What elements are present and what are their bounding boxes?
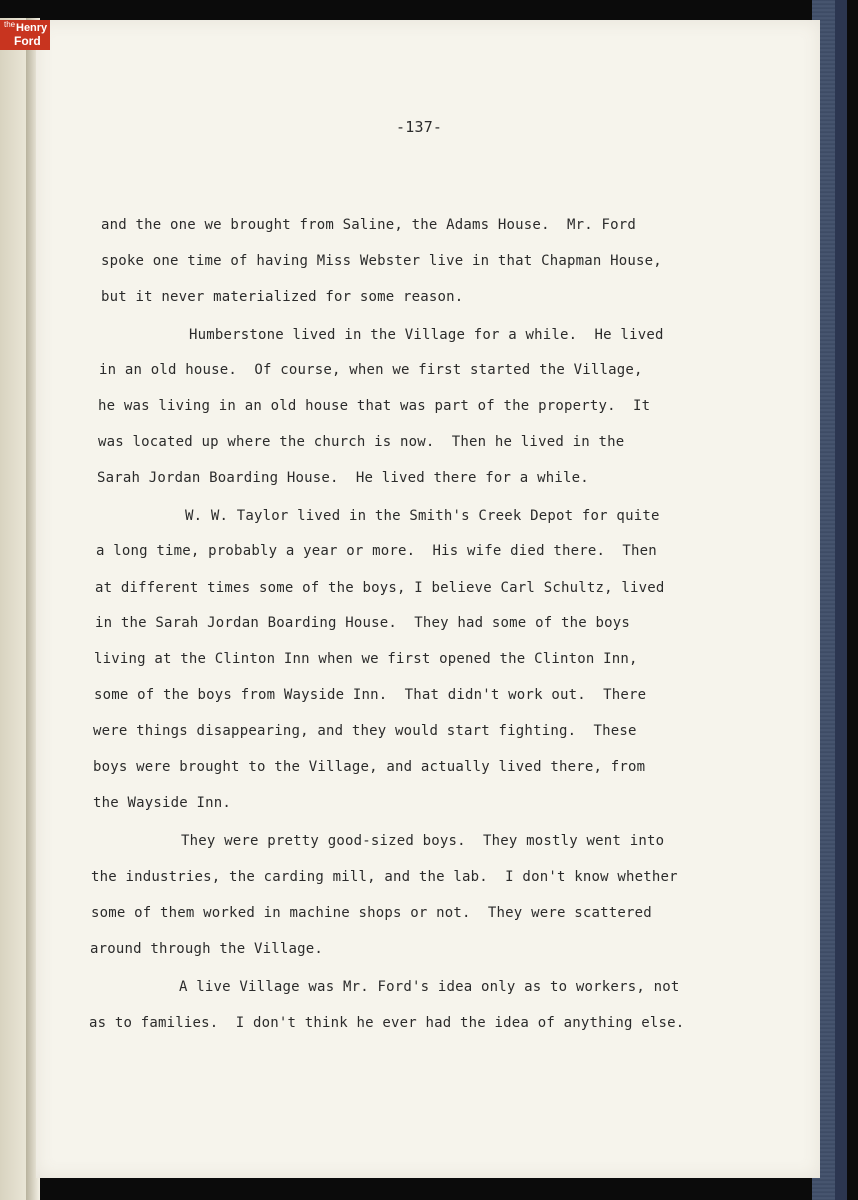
text-line: A live Village was Mr. Ford's idea only as to workers, not bbox=[179, 979, 680, 995]
text-line: some of the boys from Wayside Inn. That didn't work out. There bbox=[94, 687, 647, 703]
text-line: spoke one time of having Miss Webster live in that Chapman House, bbox=[101, 253, 662, 269]
text-line: at different times some of the boys, I believe Carl Schultz, lived bbox=[95, 580, 665, 596]
text-line: were things disappearing, and they would start fighting. These bbox=[93, 723, 637, 739]
text-line: the Wayside Inn. bbox=[93, 795, 232, 811]
text-line: but it never materialized for some reason. bbox=[101, 289, 464, 305]
text-line: the industries, the carding mill, and the lab. I don't know whether bbox=[91, 869, 678, 885]
logo-word-the: the bbox=[4, 20, 16, 29]
text-line: he was living in an old house that was part of the property. It bbox=[98, 398, 651, 414]
text-line: They were pretty good-sized boys. They mostly went into bbox=[181, 833, 665, 849]
logo-word-ford: Ford bbox=[14, 34, 41, 48]
text-line: was located up where the church is now. Then he lived in the bbox=[98, 434, 625, 450]
text-line: a long time, probably a year or more. His wife died there. Then bbox=[96, 543, 657, 559]
henry-ford-logo bbox=[0, 20, 50, 50]
text-line: in an old house. Of course, when we first started the Village, bbox=[99, 362, 643, 378]
text-line: Sarah Jordan Boarding House. He lived there for a while. bbox=[97, 470, 589, 486]
text-line: Humberstone lived in the Village for a while. He lived bbox=[189, 327, 664, 343]
text-line: some of them worked in machine shops or not. They were scattered bbox=[91, 905, 652, 921]
binding-hinge bbox=[835, 0, 847, 1200]
text-line: as to families. I don't think he ever had the idea of anything else. bbox=[89, 1015, 685, 1031]
text-line: boys were brought to the Village, and actually lived there, from bbox=[93, 759, 646, 775]
typed-page bbox=[36, 20, 820, 1178]
text-line: and the one we brought from Saline, the Adams House. Mr. Ford bbox=[101, 217, 636, 233]
text-line: living at the Clinton Inn when we first opened the Clinton Inn, bbox=[94, 651, 638, 667]
text-line: W. W. Taylor lived in the Smith's Creek Depot for quite bbox=[185, 508, 660, 524]
text-line: in the Sarah Jordan Boarding House. They had some of the boys bbox=[95, 615, 630, 631]
text-line: around through the Village. bbox=[90, 941, 323, 957]
logo-word-henry: Henry bbox=[16, 22, 48, 34]
page-number: -137- bbox=[396, 118, 443, 136]
